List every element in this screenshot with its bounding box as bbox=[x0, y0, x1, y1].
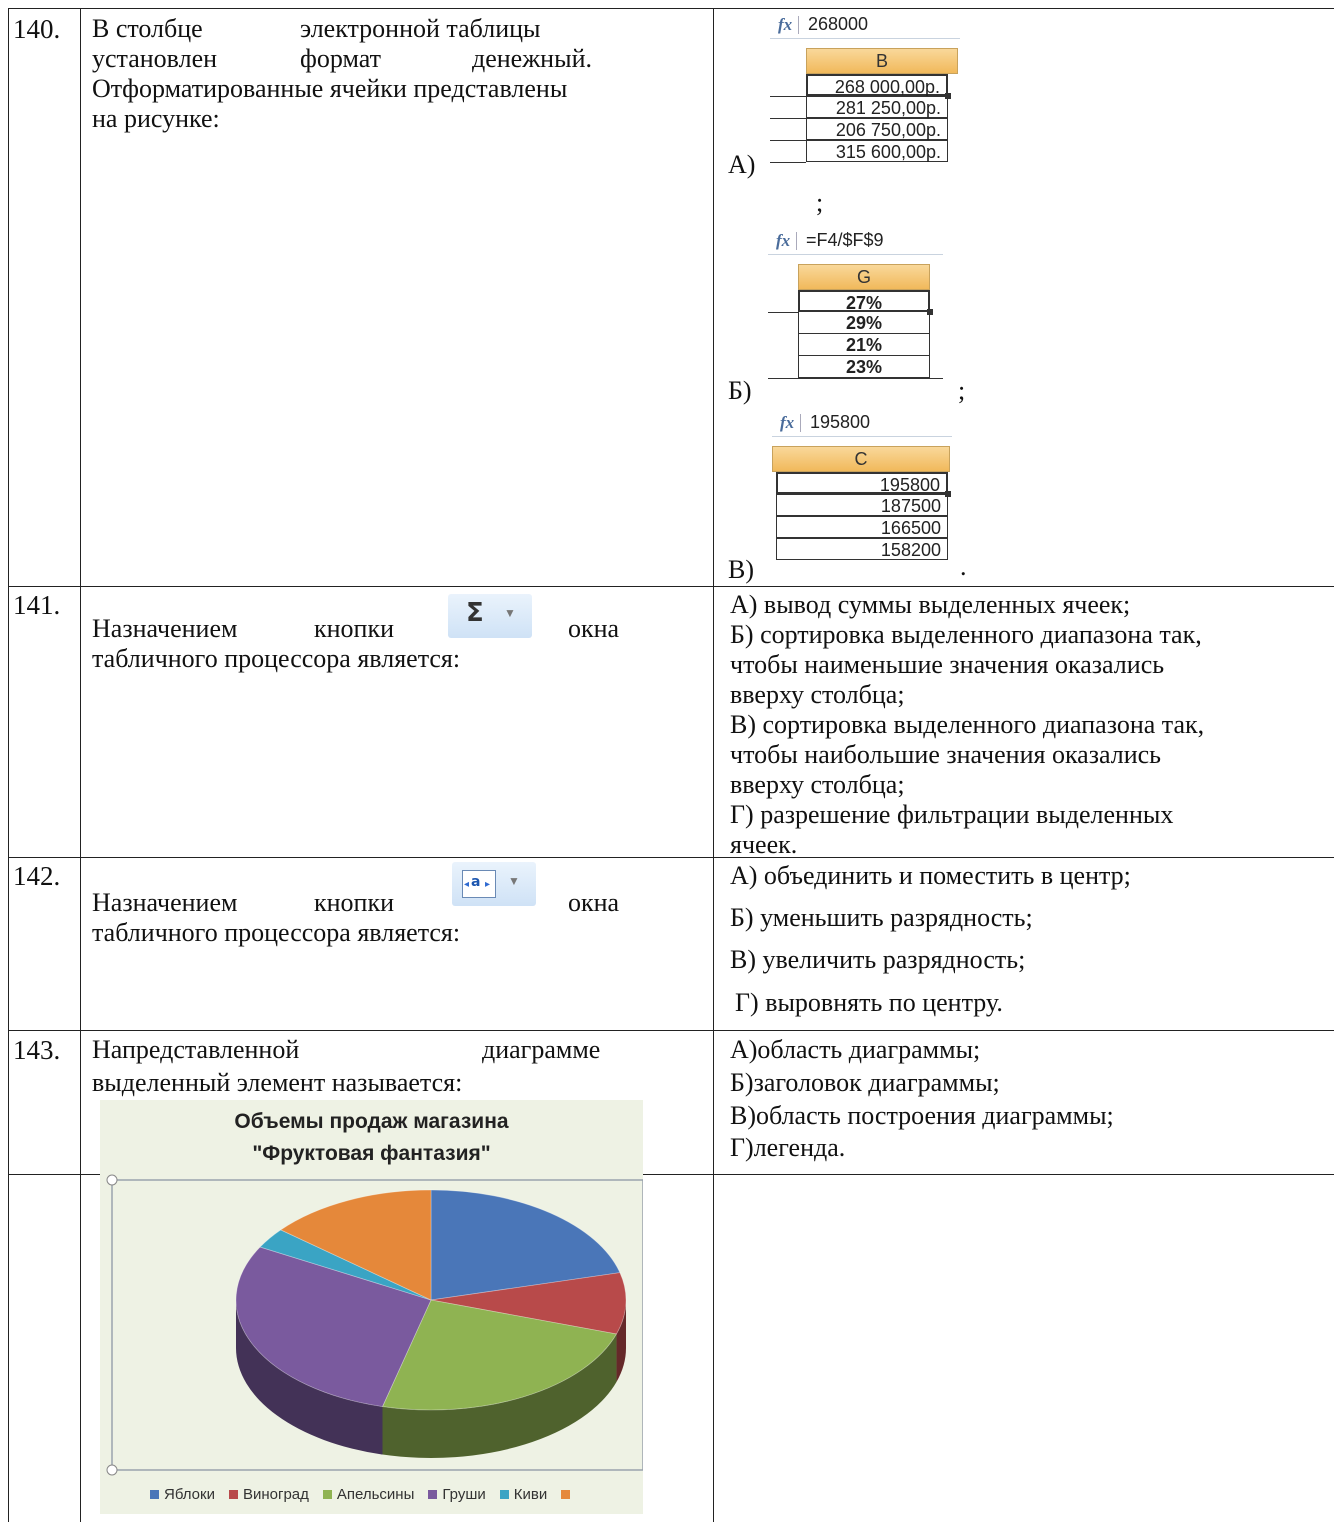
autosum-button-image bbox=[448, 594, 532, 638]
chart-legend bbox=[150, 1486, 589, 1503]
question-text: В столбце bbox=[92, 14, 203, 43]
legend-item bbox=[561, 1486, 575, 1503]
question-text: на рисунке: bbox=[92, 104, 220, 133]
legend-item bbox=[323, 1486, 414, 1503]
question-text: Назначением bbox=[92, 888, 238, 917]
column-header: C bbox=[772, 446, 950, 472]
legend-swatch bbox=[323, 1490, 332, 1499]
question-text: формат bbox=[300, 44, 381, 73]
chevron-down-icon: ▼ bbox=[508, 874, 520, 888]
legend-item bbox=[500, 1486, 547, 1503]
table-cell: 281 250,00р. bbox=[806, 96, 948, 118]
answer-option: Б) сортировка выделенного диапазона так, bbox=[730, 620, 1202, 649]
table-cell: 29% bbox=[798, 312, 930, 334]
answer-option: вверху столбца; bbox=[730, 680, 905, 709]
column-header: G bbox=[798, 264, 930, 290]
question-text: выделенный элемент называется: bbox=[92, 1068, 463, 1097]
answer-option: чтобы наименьшие значения оказались bbox=[730, 650, 1165, 679]
answer-option: Б) уменьшить разрядность; bbox=[730, 903, 1033, 932]
formula-bar bbox=[768, 228, 943, 255]
legend-label: Груши bbox=[442, 1486, 486, 1503]
table-cell: 195800 bbox=[776, 472, 948, 494]
answer-option: А) вывод суммы выделенных ячеек; bbox=[730, 590, 1131, 619]
legend-item bbox=[150, 1486, 215, 1503]
table-cell: 166500 bbox=[776, 516, 948, 538]
answer-option: чтобы наибольшие значения оказались bbox=[730, 740, 1162, 769]
option-separator: ; bbox=[816, 188, 824, 217]
question-text: табличного процессора является: bbox=[92, 918, 461, 947]
table-cell: 27% bbox=[798, 290, 930, 312]
pie-chart-image bbox=[100, 1100, 643, 1514]
legend-label: Киви bbox=[513, 1486, 548, 1503]
spreadsheet-snippet-b bbox=[768, 228, 943, 398]
legend-item bbox=[428, 1486, 485, 1503]
option-label: В) bbox=[728, 555, 754, 584]
question-text: Назначением bbox=[92, 614, 238, 643]
formula-bar bbox=[772, 410, 952, 437]
option-label: Б) bbox=[728, 376, 752, 405]
legend-swatch bbox=[561, 1490, 570, 1499]
question-text: окна bbox=[568, 614, 620, 643]
table-cell: 206 750,00р. bbox=[806, 118, 948, 140]
answer-option: Б)заголовок диаграммы; bbox=[730, 1068, 1000, 1097]
option-separator: ; bbox=[958, 376, 966, 405]
question-text: Напредставленной bbox=[92, 1035, 300, 1064]
formula-value: 195800 bbox=[810, 412, 871, 432]
table-border-left bbox=[8, 8, 9, 1522]
legend-swatch bbox=[229, 1490, 238, 1499]
question-number: 142. bbox=[13, 861, 61, 891]
answer-option: Г) разрешение фильтрации выделенных bbox=[730, 800, 1174, 829]
merge-center-icon: ◂ a ▸ bbox=[462, 870, 496, 898]
table-cell: 187500 bbox=[776, 494, 948, 516]
spreadsheet-snippet-c bbox=[772, 410, 952, 580]
row-divider bbox=[8, 857, 1334, 858]
table-cell: 158200 bbox=[776, 538, 948, 560]
question-text: электронной таблицы bbox=[300, 14, 541, 43]
selection-handle bbox=[107, 1175, 117, 1185]
question-text: табличного процессора является: bbox=[92, 644, 461, 673]
spreadsheet-snippet-a bbox=[770, 12, 960, 187]
legend-swatch bbox=[500, 1490, 509, 1499]
row-divider bbox=[8, 586, 1334, 587]
question-text: кнопки bbox=[314, 888, 395, 917]
legend-label: Апельсины bbox=[336, 1486, 415, 1503]
option-separator: . bbox=[960, 552, 967, 581]
column-header: B bbox=[806, 48, 958, 74]
option-label: А) bbox=[728, 150, 756, 179]
answer-option: Г)легенда. bbox=[730, 1133, 846, 1162]
formula-bar bbox=[770, 12, 960, 39]
legend-item bbox=[229, 1486, 309, 1503]
merge-center-button-image bbox=[452, 862, 536, 906]
table-cell: 21% bbox=[798, 334, 930, 356]
formula-value: 268000 bbox=[808, 14, 869, 34]
answer-option: В) увеличить разрядность; bbox=[730, 945, 1026, 974]
table-cell: 268 000,00р. bbox=[806, 74, 948, 96]
legend-label: Яблоки bbox=[164, 1486, 215, 1503]
answer-option: А)область диаграммы; bbox=[730, 1035, 981, 1064]
legend-swatch bbox=[150, 1490, 159, 1499]
answer-option: В)область построения диаграммы; bbox=[730, 1101, 1114, 1130]
column-divider bbox=[80, 8, 81, 1522]
question-text: Отформатированные ячейки представлены bbox=[92, 74, 568, 103]
legend-label: Виноград bbox=[242, 1486, 309, 1503]
answer-option: ячеек. bbox=[730, 830, 798, 859]
column-divider bbox=[713, 8, 714, 1522]
formula-value: =F4/$F$9 bbox=[806, 230, 884, 250]
answer-option: Г) выровнять по центру. bbox=[735, 988, 1003, 1017]
question-number: 140. bbox=[13, 14, 61, 44]
function-icon: fx bbox=[778, 15, 793, 34]
pie-chart-canvas bbox=[100, 1100, 643, 1514]
question-text: диаграмме bbox=[482, 1035, 601, 1064]
function-icon: fx bbox=[776, 231, 791, 250]
question-number: 143. bbox=[13, 1035, 61, 1065]
question-text: кнопки bbox=[314, 614, 395, 643]
question-text: установлен bbox=[92, 44, 218, 73]
question-text: окна bbox=[568, 888, 620, 917]
question-number: 141. bbox=[13, 590, 61, 620]
function-icon: fx bbox=[780, 413, 795, 432]
chart-title-line: Объемы продаж магазина bbox=[234, 1110, 509, 1133]
chart-title-line: "Фруктовая фантазия" bbox=[252, 1142, 491, 1165]
table-border-top bbox=[8, 8, 1334, 9]
question-text: денежный. bbox=[472, 44, 592, 73]
answer-option: А) объединить и поместить в центр; bbox=[730, 861, 1131, 890]
answer-option: В) сортировка выделенного диапазона так, bbox=[730, 710, 1205, 739]
chevron-down-icon: ▼ bbox=[504, 606, 516, 620]
sum-icon: Σ bbox=[466, 598, 484, 628]
answer-option: вверху столбца; bbox=[730, 770, 905, 799]
row-divider bbox=[8, 1030, 1334, 1031]
selection-handle bbox=[107, 1465, 117, 1475]
legend-swatch bbox=[428, 1490, 437, 1499]
table-cell: 315 600,00р. bbox=[806, 140, 948, 162]
table-cell: 23% bbox=[798, 356, 930, 378]
